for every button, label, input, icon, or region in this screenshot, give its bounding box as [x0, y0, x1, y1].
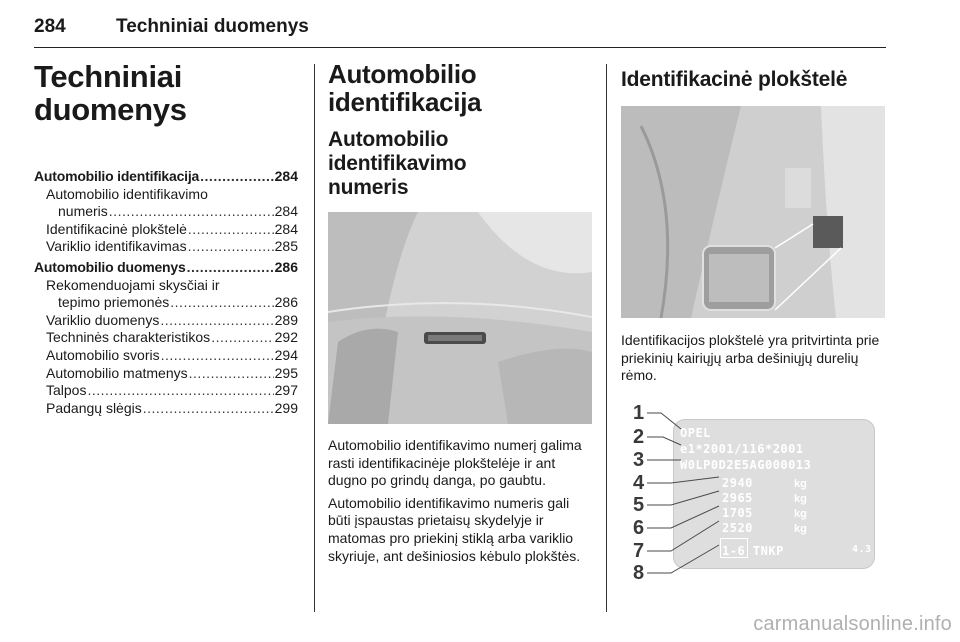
toc-entry[interactable]: Talpos ..... 297 — [34, 382, 298, 400]
toc-entry[interactable]: Variklio duomenys ..... 289 — [34, 312, 298, 330]
column-divider — [314, 64, 315, 612]
watermark: carmanualsonline.info — [753, 613, 952, 635]
plate-unit: kg — [794, 478, 807, 490]
toc-entry[interactable]: Identifikacinė plokštelė ..... 284 — [34, 221, 298, 239]
toc-entry[interactable]: Variklio identifikavimas ..... 285 — [34, 238, 298, 256]
door-frame-photo — [621, 106, 885, 318]
plate-unit: kg — [794, 523, 807, 535]
identification-column — [328, 60, 592, 565]
plate-heading: Identifikacinė plokštelė — [621, 68, 848, 91]
plate-unit: kg — [794, 493, 807, 505]
plate-line-5: 2965 — [722, 491, 753, 505]
running-title: Techniniai duomenys — [116, 16, 309, 37]
plate-line-7: 2520 — [722, 521, 753, 535]
vin-windscreen-photo — [328, 212, 592, 424]
toc-entry[interactable]: Automobilio matmenys ..... 295 — [34, 365, 298, 383]
plate-line-8: 1-6 TNKP — [722, 544, 784, 558]
plate-callout-5: 5 — [633, 494, 645, 516]
vin-stamp-paragraph: Automobilio identifikavimo numeris gali būti įspaustas prietaisų skydelyje ir matomas pro priekinį stiklą arba variklio skyriuje, ant dešiniosios kėbulo plokštės. — [328, 494, 581, 564]
plate-column — [621, 60, 887, 385]
callout-leader-lines — [621, 393, 885, 605]
plate-callout-8: 8 — [633, 562, 645, 584]
subsection-heading: Automobilio identifikavimo numeris — [328, 128, 467, 199]
table-of-contents — [34, 168, 298, 417]
plate-location-paragraph: Identifikacijos plokštelė yra pritvirtinta prie priekinių kairiųjų arba dešiniųjų durelių rėmo. — [621, 332, 880, 384]
plate-callout-3: 3 — [633, 449, 645, 471]
toc-entry[interactable]: Padangų slėgis ..... 299 — [34, 400, 298, 418]
column-divider — [606, 64, 607, 612]
toc-section-identification[interactable]: Automobilio identifikacija ..... 284 — [34, 168, 298, 186]
id-plate-diagram — [621, 393, 885, 605]
toc-entry[interactable]: Techninės charakteristikos ..... 292 — [34, 329, 298, 347]
page-number: 284 — [34, 16, 66, 37]
plate-callout-4: 4 — [633, 472, 645, 494]
plate-line-6: 1705 — [722, 506, 753, 520]
page-header — [34, 8, 886, 48]
section-heading: Automobilio identifikacija — [328, 59, 482, 117]
plate-line-1: OPEL — [680, 426, 711, 440]
chapter-column — [34, 60, 298, 417]
plate-callout-6: 6 — [633, 517, 645, 539]
toc-entry[interactable]: tepimo priemonės ..... 286 — [34, 294, 298, 312]
door-frame-illustration — [621, 106, 885, 318]
toc-entry[interactable]: numeris ..... 284 — [34, 203, 298, 221]
chapter-title: Techniniai duomenys — [34, 59, 187, 127]
toc-entry[interactable]: Automobilio identifikavimo — [46, 185, 208, 202]
plate-line-4: 2940 — [722, 476, 753, 490]
toc-entry[interactable]: Rekomenduojami skysčiai ir — [46, 276, 220, 293]
plate-corner-code: 4.3 — [852, 544, 872, 555]
plate-callout-2: 2 — [633, 426, 645, 448]
vin-location-paragraph: Automobilio identifikavimo numerį galima rasti identifikacinėje plokštelėje ir ant dugno po grindų danga, po gaubtu. — [328, 437, 582, 489]
toc-entry[interactable]: Automobilio svoris ..... 294 — [34, 347, 298, 365]
toc-section-vehicle-data[interactable]: Automobilio duomenys ..... 286 — [34, 259, 298, 277]
dashboard-illustration — [328, 212, 592, 424]
plate-line-3: W0LP0D2E5AG000013 — [680, 458, 812, 472]
plate-callout-1: 1 — [633, 402, 645, 424]
plate-unit: kg — [794, 508, 807, 520]
plate-line-2: e1*2001/116*2001 — [680, 442, 804, 456]
plate-callout-7: 7 — [633, 540, 645, 562]
